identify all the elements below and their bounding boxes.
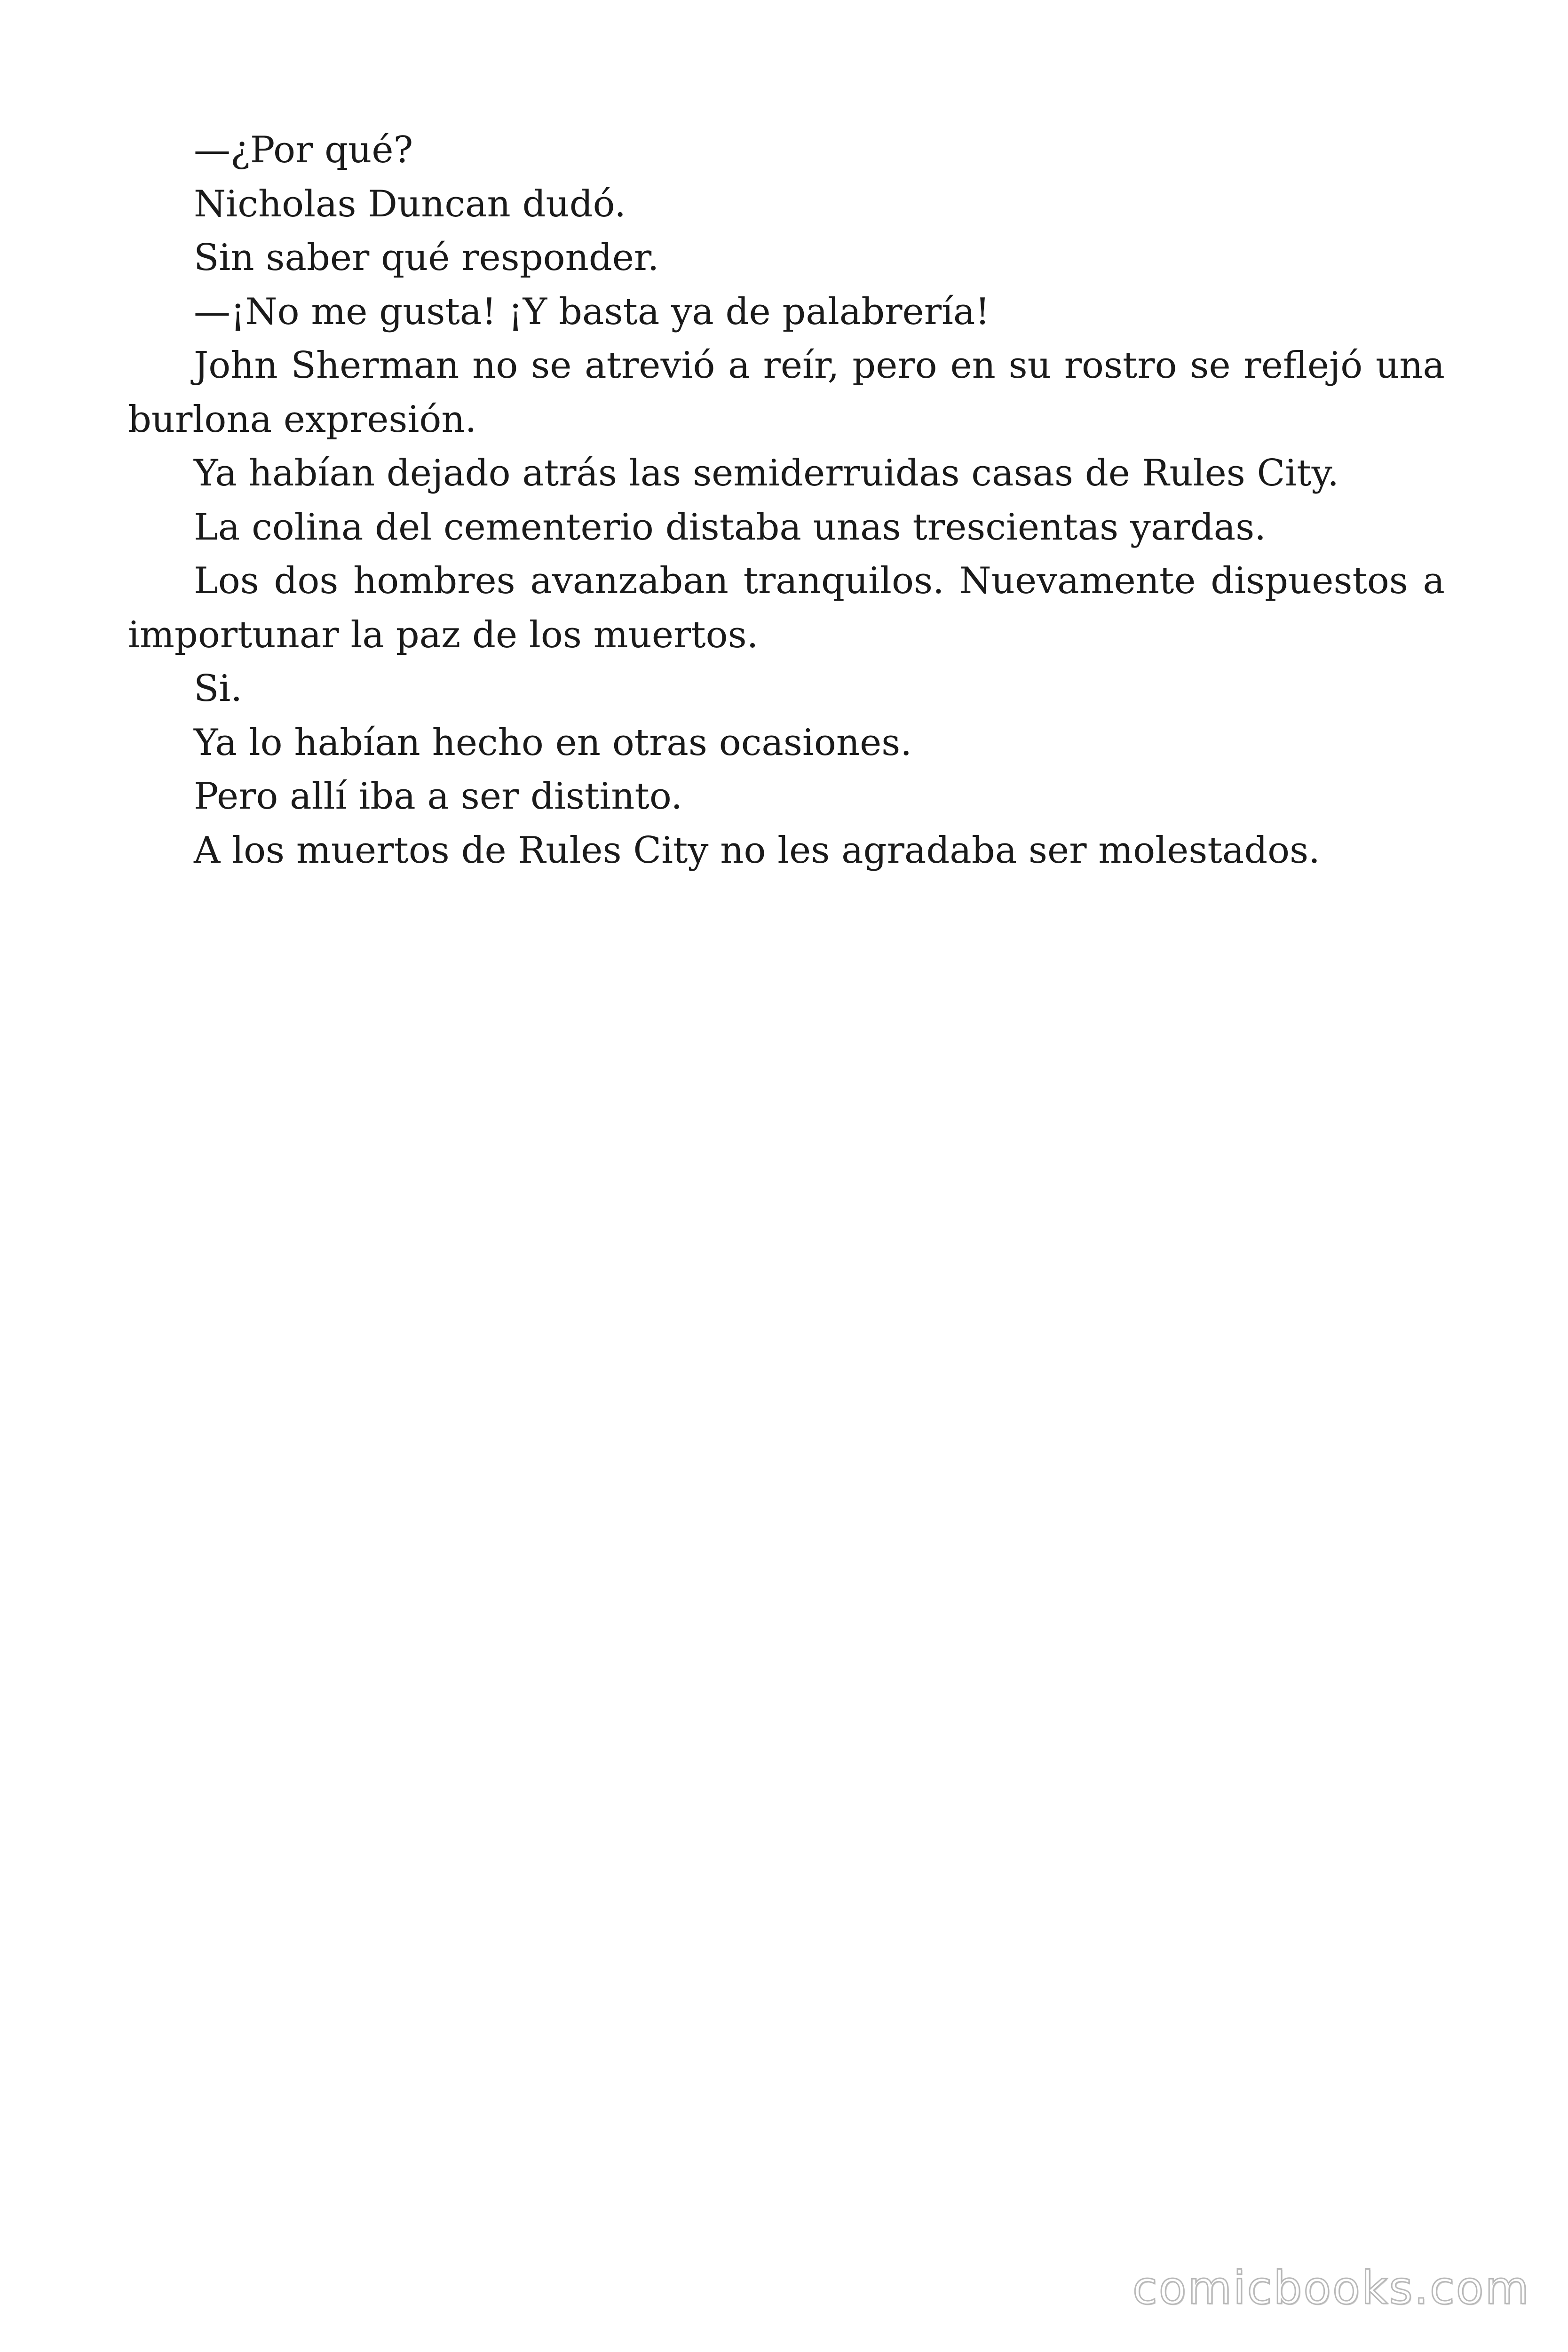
paragraph: Ya lo habían hecho en otras ocasiones.	[194, 721, 912, 764]
paragraph: Los dos hombres avanzaban tranquilos. Nuevamente dispuestos a importunar la paz de los muertos.	[128, 560, 1445, 656]
watermark: comicbooks.com	[1132, 2262, 1530, 2314]
body-text	[128, 123, 1445, 877]
paragraph: Nicholas Duncan dudó.	[194, 183, 626, 225]
paragraph: —¿Por qué?	[194, 129, 413, 171]
paragraph: La colina del cementerio distaba unas trescientas yardas.	[194, 506, 1267, 548]
paragraph: —¡No me gusta! ¡Y basta ya de palabrería!	[194, 290, 990, 333]
paragraph: A los muertos de Rules City no les agradaba ser molestados.	[194, 829, 1320, 872]
paragraph: Si.	[194, 667, 243, 710]
paragraph: John Sherman no se atrevió a reír, pero en su rostro se reflejó una burlona expresión.	[128, 344, 1445, 441]
paragraph: Ya habían dejado atrás las semiderruidas casas de Rules City.	[194, 452, 1339, 494]
paragraph: Sin saber qué responder.	[194, 237, 659, 279]
paragraph: Pero allí iba a ser distinto.	[194, 775, 683, 818]
